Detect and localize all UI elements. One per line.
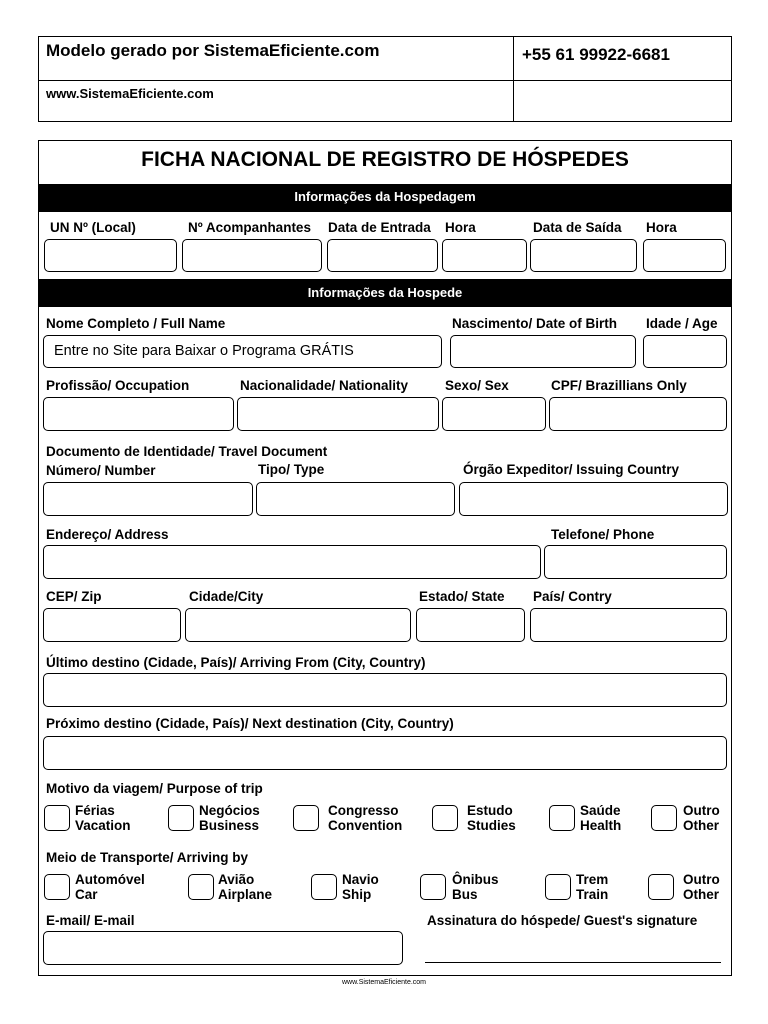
purpose-health-label: Saúde Health [580, 803, 622, 833]
purpose-other-checkbox[interactable] [651, 805, 677, 831]
age-field[interactable] [643, 335, 727, 368]
transport-train-label: Trem Train [576, 872, 609, 902]
city-field[interactable] [185, 608, 411, 642]
address-field[interactable] [43, 545, 541, 579]
signature-line[interactable] [425, 962, 721, 963]
occupation-field[interactable] [43, 397, 234, 431]
entry-hour-label: Hora [445, 220, 476, 235]
purpose-business-label: Negócios Business [199, 803, 260, 833]
id-type-field[interactable] [256, 482, 455, 516]
header-model-text: Modelo gerado por SistemaEficiente.com [46, 41, 380, 60]
city-label: Cidade/City [189, 589, 264, 604]
purpose-label: Motivo da viagem/ Purpose of trip [46, 781, 263, 796]
state-label: Estado/ State [419, 589, 505, 604]
id-number-field[interactable] [43, 482, 253, 516]
transport-label: Meio de Transporte/ Arriving by [46, 850, 249, 865]
age-label: Idade / Age [646, 316, 718, 331]
form-title: FICHA NACIONAL DE REGISTRO DE HÓSPEDES [141, 148, 629, 171]
birth-label: Nascimento/ Date of Birth [452, 316, 618, 331]
header-phone: +55 61 99922-6681 [522, 45, 670, 64]
transport-train-checkbox[interactable] [545, 874, 571, 900]
transport-car-checkbox[interactable] [44, 874, 70, 900]
sex-label: Sexo/ Sex [445, 378, 509, 393]
email-label: E-mail/ E-mail [46, 913, 135, 928]
purpose-convention-label: Congresso Convention [328, 803, 403, 833]
entry-hour-field[interactable] [442, 239, 527, 272]
id-number-label: Número/ Number [46, 463, 156, 478]
state-field[interactable] [416, 608, 525, 642]
entry-date-field[interactable] [327, 239, 438, 272]
companions-label: Nº Acompanhantes [188, 220, 311, 235]
purpose-health-checkbox[interactable] [549, 805, 575, 831]
transport-bus-checkbox[interactable] [420, 874, 446, 900]
exit-hour-field[interactable] [643, 239, 726, 272]
header-website[interactable]: www.SistemaEficiente.com [46, 86, 214, 101]
transport-ship-checkbox[interactable] [311, 874, 337, 900]
transport-airplane-checkbox[interactable] [188, 874, 214, 900]
zip-field[interactable] [43, 608, 181, 642]
next-destination-field[interactable] [43, 736, 727, 770]
sex-field[interactable] [442, 397, 546, 431]
purpose-studies-label: Estudo Studies [467, 803, 516, 833]
nationality-field[interactable] [237, 397, 439, 431]
email-field[interactable] [43, 931, 403, 965]
transport-airplane-label: Avião Airplane [218, 872, 273, 902]
exit-date-label: Data de Saída [533, 220, 622, 235]
companions-field[interactable] [182, 239, 322, 272]
nationality-label: Nacionalidade/ Nationality [240, 378, 409, 393]
signature-label: Assinatura do hóspede/ Guest's signature [427, 913, 698, 928]
full-name-label: Nome Completo / Full Name [46, 316, 226, 331]
last-destination-field[interactable] [43, 673, 727, 707]
cpf-field[interactable] [549, 397, 727, 431]
purpose-vacation-checkbox[interactable] [44, 805, 70, 831]
header-divider-h [39, 80, 731, 81]
id-document-label: Documento de Identidade/ Travel Document [46, 444, 328, 459]
full-name-field[interactable] [43, 335, 442, 368]
transport-other-checkbox[interactable] [648, 874, 674, 900]
id-type-label: Tipo/ Type [258, 462, 325, 477]
full-name-value: Entre no Site para Baixar o Programa GRÁTIS [54, 343, 354, 359]
entry-date-label: Data de Entrada [328, 220, 431, 235]
occupation-label: Profissão/ Occupation [46, 378, 190, 393]
address-label: Endereço/ Address [46, 527, 169, 542]
purpose-business-checkbox[interactable] [168, 805, 194, 831]
header-divider-v [513, 37, 514, 121]
birth-field[interactable] [450, 335, 636, 368]
transport-other-label: Outro Other [683, 872, 720, 902]
issuer-label: Órgão Expeditor/ Issuing Country [463, 462, 680, 477]
issuer-field[interactable] [459, 482, 728, 516]
section-lodging-header: Informações da Hospedagem [38, 184, 732, 212]
transport-car-label: Automóvel Car [75, 872, 145, 902]
un-local-field[interactable] [44, 239, 177, 272]
transport-bus-label: Ônibus Bus [452, 872, 499, 902]
section-guest-header: Informações da Hospede [38, 279, 732, 307]
un-local-label: UN Nº (Local) [50, 220, 136, 235]
transport-ship-label: Navio Ship [342, 872, 379, 902]
purpose-other-label: Outro Other [683, 803, 720, 833]
purpose-vacation-label: Férias Vacation [75, 803, 131, 833]
phone-label: Telefone/ Phone [551, 527, 655, 542]
purpose-convention-checkbox[interactable] [293, 805, 319, 831]
zip-label: CEP/ Zip [46, 589, 102, 604]
last-destination-label: Último destino (Cidade, País)/ Arriving From (City, Country) [46, 655, 426, 670]
next-destination-label: Próximo destino (Cidade, País)/ Next destination (City, Country) [46, 716, 454, 731]
country-field[interactable] [530, 608, 727, 642]
footer-website[interactable]: www.SistemaEficiente.com [341, 979, 427, 986]
purpose-studies-checkbox[interactable] [432, 805, 458, 831]
exit-hour-label: Hora [646, 220, 677, 235]
phone-field[interactable] [544, 545, 727, 579]
cpf-label: CPF/ Brazillians Only [551, 378, 687, 393]
exit-date-field[interactable] [530, 239, 637, 272]
country-label: País/ Contry [533, 589, 612, 604]
